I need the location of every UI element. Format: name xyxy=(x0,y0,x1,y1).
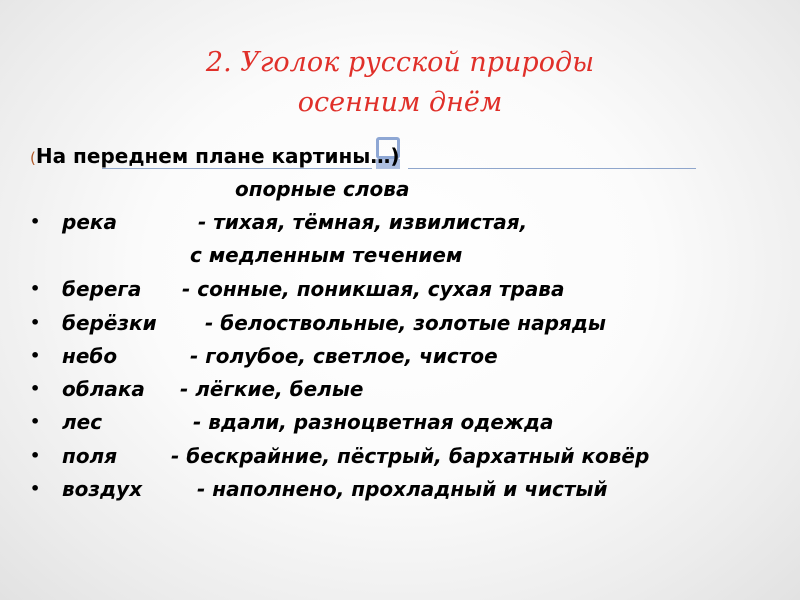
slide-title-line-1: 2. Уголок русской природы xyxy=(205,47,595,78)
bullet-dot: • xyxy=(30,479,41,498)
intro-text: На переднем плане картины…) xyxy=(35,144,400,168)
list-item-word: река xyxy=(62,210,117,234)
bullet-dot: • xyxy=(30,212,41,231)
list-item-description: - белоствольные, золотые наряды xyxy=(205,311,607,335)
list-item-description: - вдали, разноцветная одежда xyxy=(193,410,554,434)
list-item-word: поля xyxy=(62,444,118,468)
list-item-word: берега xyxy=(62,277,142,301)
bullet-dot: • xyxy=(30,446,41,465)
bullet-dot: • xyxy=(30,279,41,298)
list-item-description: - лёгкие, белые xyxy=(180,377,364,401)
list-item-description-continuation: с медленным течением xyxy=(190,243,463,267)
list-item-description: - бескрайние, пёстрый, бархатный ковёр xyxy=(171,444,650,468)
list-item-word: облака xyxy=(62,377,145,401)
list-item-word: воздух xyxy=(62,477,143,501)
intro-line xyxy=(30,141,400,173)
list-item-description: - сонные, поникшая, сухая трава xyxy=(182,277,565,301)
bullet-dot: • xyxy=(30,412,41,431)
list-item-word: берёзки xyxy=(62,311,157,335)
divider-right xyxy=(408,168,696,169)
list-item-description: - голубое, светлое, чистое xyxy=(190,344,498,368)
bullet-dot: • xyxy=(30,346,41,365)
bullet-dot: • xyxy=(30,379,41,398)
subheading: опорные слова xyxy=(235,177,410,201)
list-item-word: лес xyxy=(62,410,103,434)
list-item-description: - наполнено, прохладный и чистый xyxy=(197,477,608,501)
slide-title-line-2: осенним днём xyxy=(297,87,503,118)
bullet-dot: • xyxy=(30,313,41,332)
intro-open-paren: ( xyxy=(30,149,36,167)
list-item-word: небо xyxy=(62,344,118,368)
list-item-description: - тихая, тёмная, извилистая, xyxy=(198,210,528,234)
